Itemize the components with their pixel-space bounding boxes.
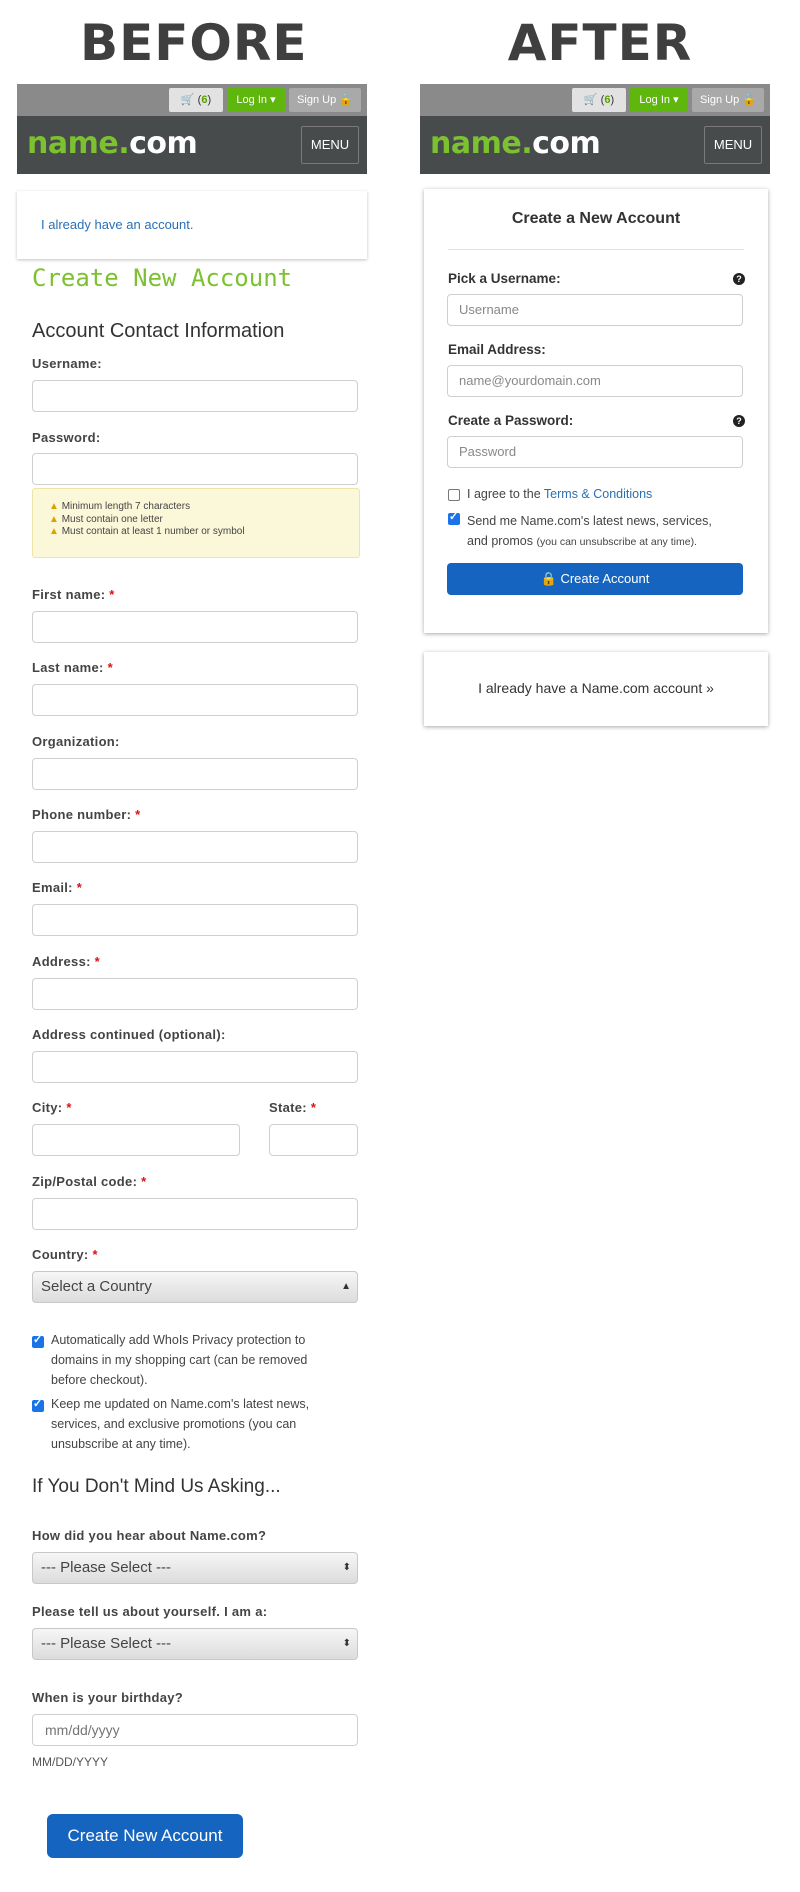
organization-label: Organization: (32, 734, 120, 749)
whois-privacy-text: Automatically add WhoIs Privacy protection to domains in my shopping cart (can be removed before checkout). (51, 1333, 308, 1387)
after-heading: AFTER (507, 14, 693, 72)
address-label: Address: * (32, 954, 101, 969)
login-button[interactable] (630, 88, 688, 112)
about-you-label: Please tell us about yourself. I am a: (32, 1604, 268, 1619)
create-new-account-button[interactable]: Create New Account (47, 1814, 243, 1858)
lock-icon: 🔒 (742, 94, 756, 106)
phone-label: Phone number: * (32, 807, 141, 822)
login-button[interactable] (227, 88, 285, 112)
username-label: Username: (32, 356, 102, 371)
last-name-label: Last name: * (32, 660, 113, 675)
already-account-link[interactable]: I already have a Name.com account » (478, 680, 714, 696)
select-arrows-icon: ▲ (341, 1281, 351, 1292)
cart-count: 6 (604, 94, 611, 106)
create-account-button[interactable] (447, 563, 743, 595)
section-contact-heading: Account Contact Information (32, 320, 285, 342)
birthday-label: When is your birthday? (32, 1690, 184, 1705)
zip-label: Zip/Postal code: * (32, 1174, 147, 1189)
login-label: Log In (236, 94, 267, 106)
cart-count: 6 (201, 94, 208, 106)
agree-terms-checkbox[interactable] (448, 489, 460, 501)
address-input[interactable] (32, 978, 358, 1010)
menu-button[interactable]: MENU (704, 126, 762, 164)
newsletter-checkbox[interactable] (32, 1400, 44, 1412)
phone-input[interactable] (32, 831, 358, 863)
title-divider (448, 249, 744, 250)
country-select-value: Select a Country (41, 1278, 152, 1295)
agree-terms-text: I agree to the Terms & Conditions (467, 487, 653, 501)
cart-button[interactable]: 🛒 (6) (169, 88, 223, 112)
email-address-label: Email Address: (448, 342, 546, 357)
state-label: State: * (269, 1100, 317, 1115)
first-name-label: First name: * (32, 587, 115, 602)
first-name-input[interactable] (32, 611, 358, 643)
hear-about-value: --- Please Select --- (41, 1559, 172, 1576)
create-password-label: Create a Password: (448, 413, 574, 428)
hear-about-select[interactable] (32, 1552, 358, 1584)
create-account-title: Create a New Account (511, 210, 681, 227)
newsletter-checkbox[interactable] (448, 513, 460, 525)
signup-label: Sign Up (297, 94, 337, 106)
after-top-bar (420, 84, 770, 116)
signup-label: Sign Up (700, 94, 740, 106)
signup-button[interactable] (692, 88, 764, 112)
menu-button[interactable]: MENU (301, 126, 359, 164)
address2-label: Address continued (optional): (32, 1027, 226, 1042)
newsletter-text: Keep me updated on Name.com's latest news, services, and exclusive promotions (you can unsubscribe at any time). (51, 1397, 310, 1451)
section-asking-heading: If You Don't Mind Us Asking... (32, 1476, 281, 1497)
help-icon[interactable]: ? (733, 415, 745, 427)
chevron-right-icon: » (706, 680, 714, 696)
help-icon[interactable]: ? (733, 273, 745, 285)
password-label: Password: (32, 430, 101, 445)
last-name-input[interactable] (32, 684, 358, 716)
warning-icon: ▲ (49, 501, 59, 512)
before-heading: BEFORE (80, 14, 308, 72)
cart-icon: 🛒 (583, 94, 598, 106)
email-input[interactable] (32, 904, 358, 936)
organization-input[interactable] (32, 758, 358, 790)
newsletter-text: Send me Name.com's latest news, services, and promos (you can unsubscribe at any time). (467, 514, 712, 548)
before-main-header (17, 116, 367, 174)
whois-privacy-checkbox[interactable] (32, 1336, 44, 1348)
page-title: Create New Account (32, 264, 293, 292)
email-label: Email: * (32, 880, 83, 895)
lock-icon: 🔒 (339, 94, 353, 106)
country-label: Country: * (32, 1247, 98, 1262)
signup-button[interactable] (289, 88, 361, 112)
caret-down-icon: ▾ (270, 94, 276, 106)
zip-input[interactable] (32, 1198, 358, 1230)
password-rule: ▲ Must contain at least 1 number or symbol (49, 526, 245, 537)
select-arrows-icon: ⬍ (342, 1638, 351, 1649)
warning-icon: ▲ (49, 513, 59, 525)
site-logo[interactable]: name.com (27, 126, 198, 161)
password-rules-box (32, 488, 360, 558)
hear-about-label: How did you hear about Name.com? (32, 1528, 267, 1543)
country-select[interactable] (32, 1271, 358, 1303)
select-arrows-icon: ⬍ (342, 1562, 351, 1573)
already-account-box (17, 191, 367, 259)
pick-username-label: Pick a Username: (448, 271, 561, 286)
about-you-select[interactable] (32, 1628, 358, 1660)
warning-icon: ▲ (49, 526, 59, 537)
before-top-bar (17, 84, 367, 116)
city-label: City: * (32, 1100, 72, 1115)
terms-link[interactable]: Terms & Conditions (543, 487, 653, 501)
cart-button[interactable]: 🛒 (6) (572, 88, 626, 112)
birthday-input[interactable] (32, 1714, 358, 1746)
site-logo[interactable]: name.com (430, 126, 601, 161)
email-input[interactable]: name@yourdomain.com (447, 365, 743, 397)
cart-icon: 🛒 (180, 94, 195, 106)
username-input[interactable]: Username (447, 294, 743, 326)
state-input[interactable] (269, 1124, 358, 1156)
after-main-header (420, 116, 770, 174)
about-you-value: --- Please Select --- (41, 1635, 172, 1652)
caret-down-icon: ▾ (673, 94, 679, 106)
password-rule: ▲ Minimum length 7 characters (49, 501, 191, 512)
username-input[interactable] (32, 380, 358, 412)
birthday-hint: MM/DD/YYYY (32, 1755, 109, 1769)
login-label: Log In (639, 94, 670, 106)
already-account-link[interactable]: I already have an account. (41, 217, 194, 232)
create-account-label: Create Account (560, 571, 650, 586)
password-input[interactable]: Password (447, 436, 743, 468)
already-account-card[interactable] (424, 652, 768, 726)
password-input[interactable] (32, 453, 358, 485)
city-input[interactable] (32, 1124, 240, 1156)
password-rule: ▲ Must contain one letter (49, 513, 163, 525)
lock-icon: 🔒 (540, 571, 557, 586)
address2-input[interactable] (32, 1051, 358, 1083)
